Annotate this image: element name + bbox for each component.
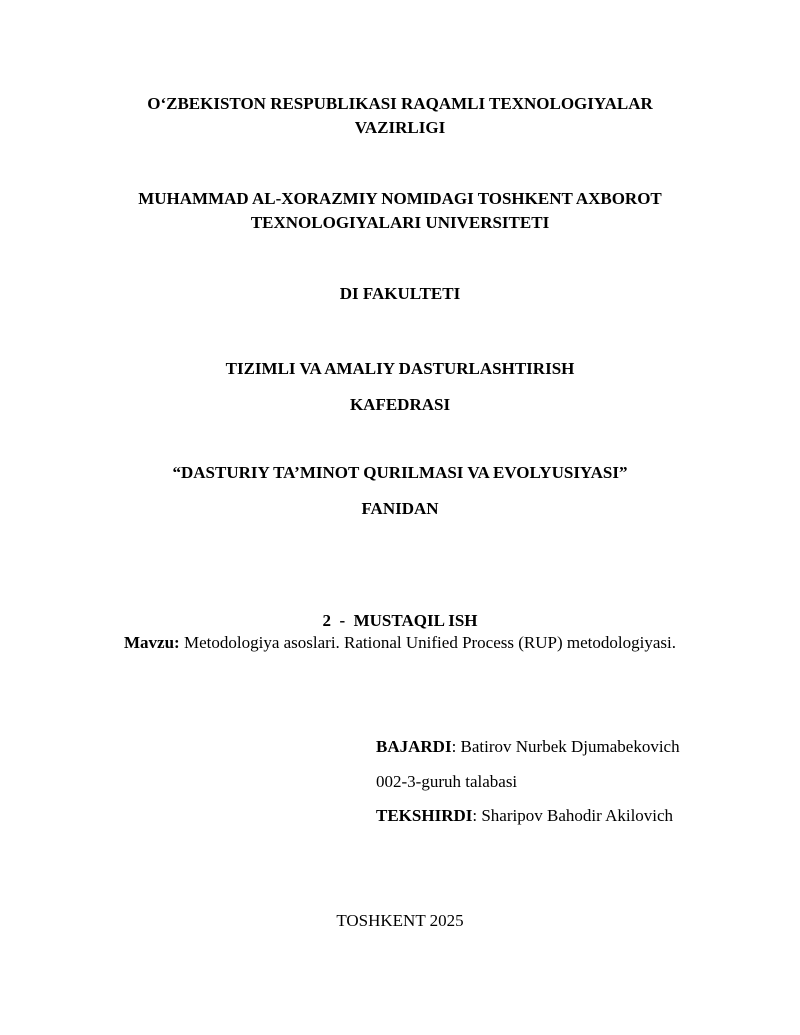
city-year xyxy=(0,909,800,933)
work-title-line: 2 - MUSTAQIL ISH xyxy=(322,611,478,630)
checked-by-name: : Sharipov Bahodir Akilovich xyxy=(472,806,674,825)
group-info xyxy=(376,770,517,794)
university-heading xyxy=(0,187,800,235)
checked-by-label: TEKSHIRDI xyxy=(376,806,473,825)
subject-line-1: “DASTURIY TA’MINOT QURILMASI VA EVOLYUSIYASI” xyxy=(172,463,628,482)
subject-heading xyxy=(0,455,800,527)
group-text: 002-3-guruh talabasi xyxy=(376,772,518,791)
topic-line xyxy=(0,631,800,655)
university-line-2: TEXNOLOGIYALARI UNIVERSITETI xyxy=(250,213,550,232)
faculty-line: DI FAKULTETI xyxy=(339,284,461,303)
checked-by xyxy=(376,804,673,828)
topic-label: Mavzu: xyxy=(124,633,180,652)
faculty-heading xyxy=(0,282,800,306)
ministry-line-2: VAZIRLIGI xyxy=(354,118,446,137)
department-line-1: TIZIMLI VA AMALIY DASTURLASHTIRISH xyxy=(225,359,575,378)
city-year-text: TOSHKENT 2025 xyxy=(336,911,464,930)
department-line-2: KAFEDRASI xyxy=(349,395,451,414)
performed-by-label: BAJARDI xyxy=(376,737,452,756)
department-heading xyxy=(0,351,800,423)
performed-by-name: : Batirov Nurbek Djumabekovich xyxy=(451,737,680,756)
performed-by xyxy=(376,735,680,759)
work-title xyxy=(0,561,800,681)
subject-line-2: FANIDAN xyxy=(361,499,439,518)
topic-text: Metodologiya asoslari. Rational Unified Process (RUP) metodologiyasi. xyxy=(179,633,676,652)
ministry-line-1: O‘ZBEKISTON RESPUBLIKASI RAQAMLI TEXNOLOGIYALAR xyxy=(147,94,653,113)
ministry-heading xyxy=(0,92,800,140)
university-line-1: MUHAMMAD AL-XORAZMIY NOMIDAGI TOSHKENT AXBOROT xyxy=(138,189,662,208)
